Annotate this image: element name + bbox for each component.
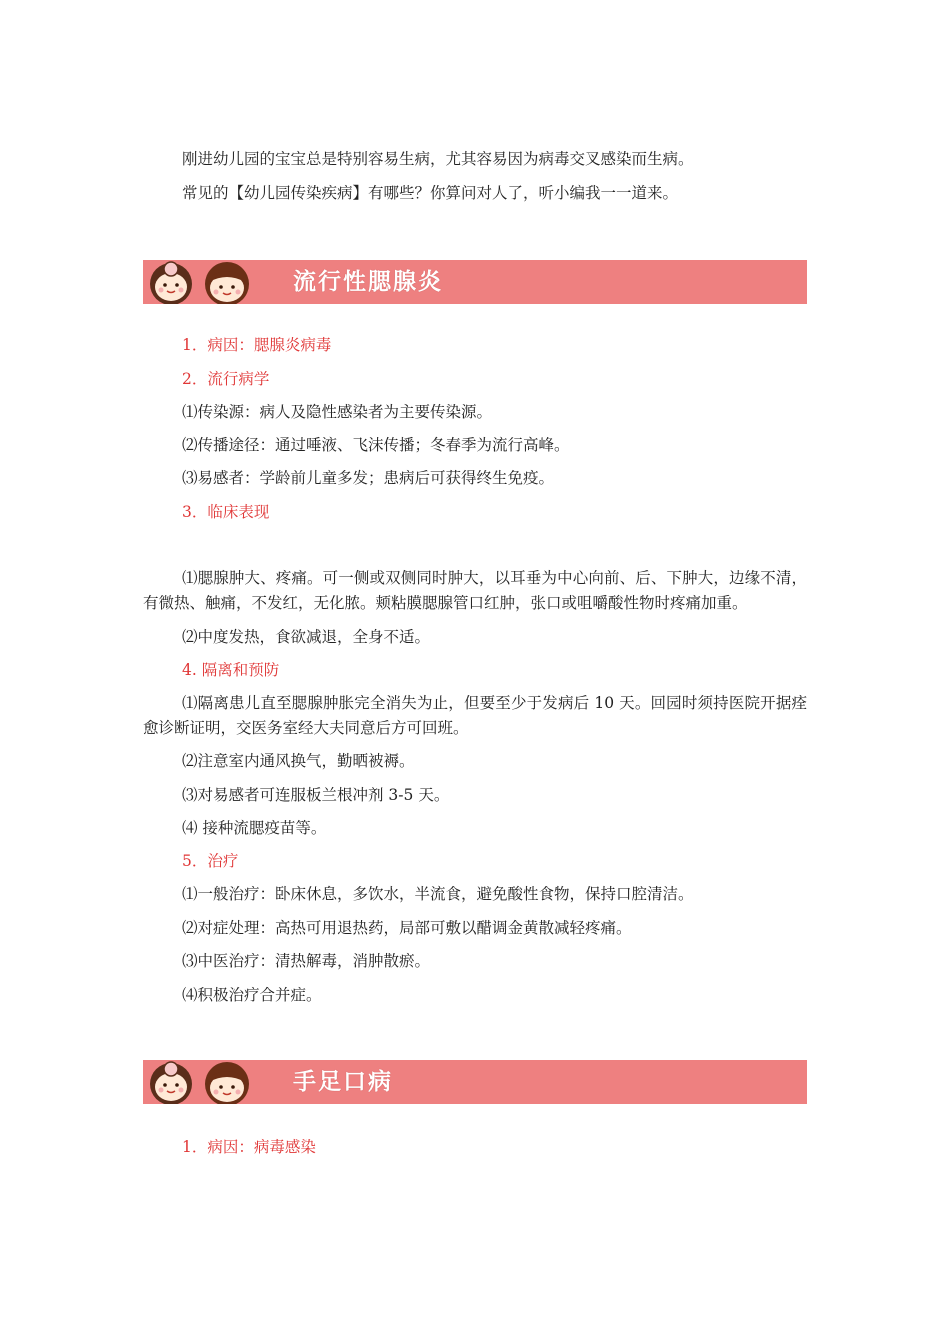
heading-clinical: 3．临床表现 (182, 503, 270, 521)
epi-item-1: ⑴传染源：病人及隐性感染者为主要传染源。 (182, 403, 493, 421)
treatment-item-3: ⑶中医治疗：清热解毒，消肿散瘀。 (182, 952, 431, 970)
heading-epidemiology: 2．流行病学 (182, 370, 270, 388)
clinical-item-2: ⑵中度发热，食欲减退，全身不适。 (182, 628, 431, 646)
prevention-item-1: ⑴隔离患儿直至腮腺肿胀完全消失为止，但要至少于发病后 10 天。回园时须持医院开据痊愈诊断证明，交医务室经大夫同意后方可回班。 (143, 694, 807, 737)
prevention-item-2: ⑵注意室内通风换气，勤晒被褥。 (182, 752, 415, 770)
heading-cause: 1．病因：腮腺炎病毒 (182, 336, 332, 354)
prevention-item-4: ⑷ 接种流腮疫苗等。 (182, 819, 327, 837)
heading-prevention: 4. 隔离和预防 (182, 661, 280, 679)
section-banner-hfmd (143, 1060, 807, 1104)
prevention-item-3: ⑶对易感者可连服板兰根冲剂 3-5 天。 (182, 786, 450, 804)
intro-line-1: 刚进幼儿园的宝宝总是特别容易生病，尤其容易因为病毒交叉感染而生病。 (182, 150, 694, 168)
treatment-item-4: ⑷积极治疗合并症。 (182, 986, 322, 1004)
epi-item-2: ⑵传播途径：通过唾液、飞沫传播；冬春季为流行高峰。 (182, 436, 570, 454)
section-title-hfmd: 手足口病 (293, 1069, 393, 1095)
section-banner-mumps (143, 260, 807, 304)
section-title-mumps: 流行性腮腺炎 (293, 269, 443, 295)
intro-line-2: 常见的【幼儿园传染疾病】有哪些？你算问对人了，听小编我一一道来。 (182, 184, 679, 202)
cartoon-faces-icon (143, 1060, 265, 1104)
heading-hfmd-cause: 1．病因：病毒感染 (182, 1138, 316, 1156)
clinical-item-1: ⑴腮腺肿大、疼痛。可一侧或双侧同时肿大，以耳垂为中心向前、后、下肿大，边缘不清，有微热、触痛，不发红，无化脓。颊粘膜腮腺管口红肿，张口或咀嚼酸性物时疼痛加重。 (143, 569, 807, 612)
epi-item-3: ⑶易感者：学龄前儿童多发；患病后可获得终生免疫。 (182, 469, 555, 487)
cartoon-faces-icon (143, 260, 265, 304)
heading-treatment: 5．治疗 (182, 852, 239, 870)
treatment-item-2: ⑵对症处理：高热可用退热药，局部可敷以醋调金黄散减轻疼痛。 (182, 919, 632, 937)
treatment-item-1: ⑴一般治疗：卧床休息，多饮水，半流食，避免酸性食物，保持口腔清洁。 (182, 885, 694, 903)
